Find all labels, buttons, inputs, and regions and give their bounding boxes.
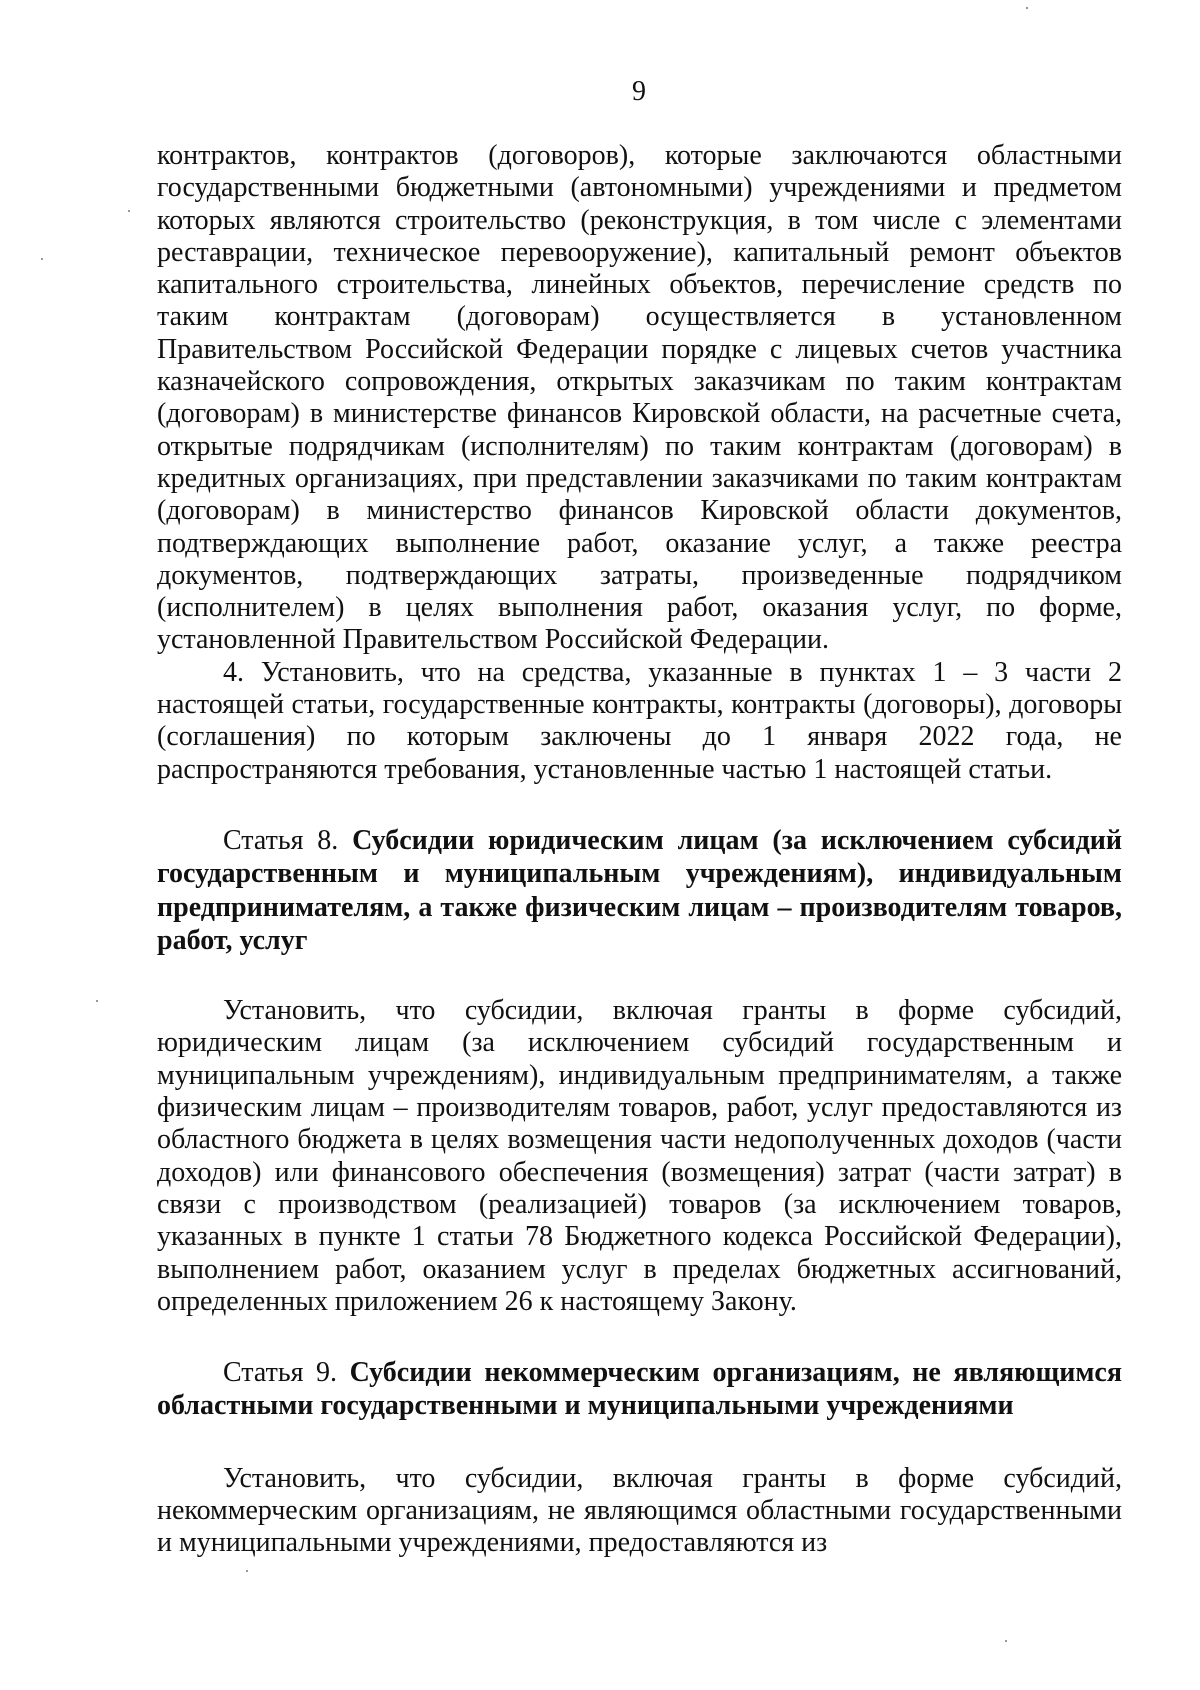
scan-speck	[41, 258, 43, 260]
article-8-heading	[157, 824, 1122, 957]
article-8-title: Субсидии юридическим лицам (за исключением субсидий государственным и муниципальным учреждениям), индивидуальным предпринимателям, а также физическим лицам – производителям товаров, работ, услуг	[157, 824, 1123, 956]
paragraph-item-4: 4. Установить, что на средства, указанные в пунктах 1 – 3 части 2 настоящей статьи, государственные контракты, контракты (договоры), договоры (соглашения) по которым заключены до 1 января 2022 года, не распространяются требования, установленные частью 1 настоящей статьи.	[157, 656, 1122, 785]
scan-speck	[96, 1000, 98, 1002]
article-8-number: Статья 8.	[223, 824, 339, 856]
page-number: 9	[632, 76, 646, 107]
article-9-body: Установить, что субсидии, включая гранты в форме субсидий, некоммерческим организациям, не являющимся областными государственными и муниципальными учреждениями, предоставляются из	[157, 1462, 1122, 1559]
scan-speck	[246, 1570, 248, 1572]
article-9-heading	[157, 1356, 1122, 1423]
article-8-body: Установить, что субсидии, включая гранты в форме субсидий, юридическим лицам (за исключением субсидий государственным и муниципальным учреждениям), индивидуальным предпринимателям, а также физическим лицам – производителям товаров, работ, услуг предоставляются из областного бюджета в целях возмещения части недополученных доходов (части доходов) или финансового обеспечения (возмещения) затрат (части затрат) в связи с производством (реализацией) товаров (за исключением товаров, указанных в пункте 1 статьи 78 Бюджетного кодекса Российской Федерации), выполнением работ, оказанием услуг в пределах бюджетных ассигнований, определенных приложением 26 к настоящему Закону.	[157, 995, 1122, 1317]
document-body	[157, 140, 1122, 1560]
article-9-number: Статья 9.	[223, 1357, 338, 1389]
article-9-title: Субсидии некоммерческим организациям, не являющимся областными государственными и муниципальными учреждениями	[157, 1357, 1122, 1422]
scan-speck	[128, 210, 130, 212]
paragraph-continuation: контрактов, контрактов (договоров), которые заключаются областными государственными бюджетными (автономными) учреждениями и предметом которых являются строительство (реконструкция, в том числе с элементами реставрации, техническое перевооружение), капитальный ремонт объектов капитального строительства, линейных объектов, перечисление средств по таким контрактам (договорам) осуществляется в установленном Правительством Российской Федерации порядке с лицевых счетов участника казначейского сопровождения, открытых заказчикам по таким контрактам (договорам) в министерстве финансов Кировской области, на расчетные счета, открытые подрядчикам (исполнителям) по таким контрактам (договорам) в кредитных организациях, при представлении заказчиками по таким контрактам (договорам) в министерство финансов Кировской области документов, подтверждающих выполнение работ, оказание услуг, а также реестра документов, подтверждающих затраты, произведенные подрядчиком (исполнителем) в целях выполнения работ, оказания услуг, по форме, установленной Правительством Российской Федерации.	[157, 140, 1122, 656]
scan-speck	[1026, 7, 1028, 9]
scan-speck	[1005, 1640, 1007, 1642]
